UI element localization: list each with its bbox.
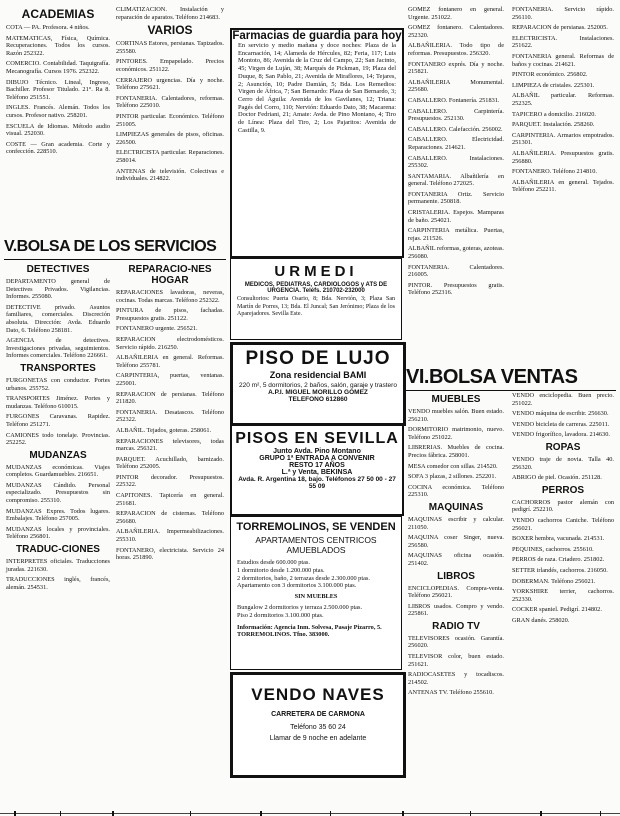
list-item: PINTOR particular. Económico. Teléfono 251005. [116,112,224,128]
list-item: SETTER irlandés, cachorros. 216050. [512,566,608,574]
list-item: COTA — PA. Profesora. 4 niños. [6,24,90,31]
list-item: ALBAÑILERIA en general. Reformas. Teléfono 255781. [116,354,224,369]
list-item: MUDANZAS locales y provinciales. Teléfono 256801. [6,525,110,541]
list-item: MUDANZAS Cándido. Personal especializado. Presupuestos sin compromiso. 255310. [6,481,110,505]
list-item: DOBERMAN. Teléfono 256021. [512,577,596,585]
section-libros-title: LIBROS [437,570,475,582]
list-item: MATEMATICAS, Física, Química. Recuperaciones. Todos los cursos. Razón 252322. [6,34,110,57]
list-item: ESCUELA de Idiomas. Método audio visual. 252030. [6,122,110,138]
list-item: ELECTRICISTA particular. Reparaciones. 258014. [116,149,224,164]
column-5 [512,6,614,197]
section-detectives-title: DETECTIVES [26,264,90,275]
urmedi-box [230,258,402,340]
pisos-sevilla-title: PISOS EN SEVILLA [235,430,399,447]
urmedi-line1: MEDICOS, PEDIATRAS, CARDIOLOGOS y ATS DE URGENCIA. Teléfs. 210702-232000 [244,282,388,294]
piso-lujo-title: PISO DE LUJO [245,348,391,369]
list-item: RADIOCASETES y tocadiscos. 214502. [408,671,504,686]
list-item: LIMPIEZAS generales de pisos, oficinas. 226500. [116,131,224,146]
list-item: BOXER hembra, vacunada. 214531. [512,535,605,543]
farmacias-title: Farmacias de guardia para hoy [232,30,402,42]
list-item: REPARACIONES lavadoras, neveras, cocinas. Todas marcas. Teléfono 252322. [116,289,224,304]
torremolinos-list [231,557,401,641]
list-item: ALBAÑILERIA. Presupuestos gratis. 256880. [512,149,614,165]
urmedi-line2: Consultorios: Puerta Osario, 8; Bda. Nervión, 3; Plaza San Martín de Porres, 13; Bda. El Juncal; San Jerónimo; Plaza de los Aparejadores. Sevilla Este. [237,296,395,318]
list-item: CERRAJERO urgencias. Día y noche. Teléfono 275621. [116,76,224,92]
list-item: MAQUINAS oficina ocasión. 251402. [408,552,504,567]
list-item: CABALLERO. Calefacción. 256002. [408,125,503,133]
list-item: COCINA económica. Teléfono 225310. [408,483,504,499]
list-item: DIBUJO Técnico. Lineal, Ingreso, Bachiller. Profesor Titulado. 21°. Ra 8. Teléfono 251551. [6,78,110,101]
list-item: CLIMATIZACION. Instalación y reparación de aparatos. Teléfono 214683. [116,6,224,21]
piso-lujo-contact: A.P.I. MIGUEL MORILLO GOMEZ [268,389,368,396]
naves-box [230,672,406,778]
list-item: TRADUCCIONES inglés, francés, alemán. 254531. [6,576,110,591]
list-item: PERROS de raza. Criadero. 251802. [512,556,605,564]
list-item: VENDO cachorros Caniche. Teléfono 256021. [512,516,614,532]
section-varios-title: VARIOS [147,23,193,38]
list-item: GOMEZ fontanero. Calentadores. 252320. [408,24,504,39]
list-item: TELEVISOR color, buen estado. 251621. [408,653,504,668]
list-item: CABALLERO. Electricidad. Reparaciones. 214621. [408,136,504,151]
list-item: ALBAÑILERIA. Todo tipo de reformas. Presupuestos. 256320. [408,42,504,57]
list-item: COSTE — Gran academia. Corte y confección. 228510. [6,140,110,156]
list-item: FONTANERIA. Desatascos. Teléfono 252322. [116,408,224,424]
list-item: CORTINAS Estores, persianas. Tapizados. 255580. [116,40,224,55]
list-item: DETECTIVE privado. Asuntos familiares, comerciales. Discreción absoluta. Dirección: Avda. Eduardo Dato, 6. Teléfono 258181. [6,303,110,334]
list-item: ALBAÑILERIA. Impermeabilizaciones. 255310. [116,528,224,544]
list-item: ANTENAS TV. Teléfono 255610. [408,689,494,697]
list-item: CARPINTERIA. Armarios empotrados. 251301. [512,131,614,147]
list-item: DEPARTAMENTO general de Detectives Privados. Vigilancias. Informes. 255080. [6,278,110,301]
divider [4,259,226,260]
section-ventas-title: VI.BOLSA VENTAS [406,366,578,388]
list-item: VENDO enciclopedia. Buen precio. 251022. [512,392,614,407]
column-5b [512,392,614,627]
column-1b [6,262,110,594]
piso-lujo-box [230,342,406,426]
section-servicios-title: V.BOLSA DE LOS SERVICIOS [4,238,217,255]
list-item: ANTENAS de televisión. Colectivas e individuales. 214822. [116,167,224,183]
list-item: CAPITONES. Tapicería en general. 251681. [116,492,224,507]
pisos-sevilla-line3: RESTO 17 AÑOS [289,462,345,469]
list-item: ALBAÑILERIA en general. Tejados. Teléfono 252211. [512,178,614,194]
list-item: VENDO frigorífico, lavadora. 214630. [512,431,610,439]
list-item: FONTANERO, electricista. Servicio 24 horas. 251890. [116,546,224,562]
section-transportes-title: TRANSPORTES [20,362,96,374]
list-item: ALBAÑIL reformas, goteras, azoteas. 256080. [408,245,504,261]
torremolinos-box [230,516,402,670]
list-item: ABRIGO de piel. Ocasión. 251128. [512,474,602,482]
list-item: PINTOR. Presupuestos gratis. Teléfono 252316. [408,281,504,297]
list-item: MUDANZAS económicas. Viajes completos. Guardamuebles. 216651. [6,463,110,479]
list-item: GRAN danés. 258020. [512,616,570,624]
list-item: FONTANERIA general. Reformas de baños y cocinas. 214621. [512,52,614,68]
list-item: CACHORROS pastor alemán con pedigrí. 252210. [512,498,614,514]
list-item: CRISTALERIA. Espejos. Mamparas de baño. 254021. [408,209,504,224]
list-item: FURGONES Caravanas. Rapidez. Teléfono 251271. [6,413,110,428]
list-item: PARQUET. Instalación. 258260. [512,121,595,129]
section-mudanzas-title: MUDANZAS [29,449,87,461]
list-item: VENDO traje de novia. Talla 40. 256320. [512,455,614,471]
list-item: YORKSHIRE terrier, cachorros. 252330. [512,588,614,603]
list-item: REPARACION de persianas. 252005. [512,24,608,32]
naves-title: VENDO NAVES [251,685,385,704]
farmacias-text: En servicio y medio mañana y doce noches: Plaza de la Encarnación, 14; Alameda de Hércules, 82; Feria, 117; Luis Montoto, 86; Avenida de la Cruz del Campo, 22; San Jacinto, 45; Virgen de Luján, 38; Marqués de Pickman, 19; Plaza del Duque, 8; San Pablo, 21; Avenida de Miraflores, 14; Tejares, 2; Asunción, 10; Padre Damián, 5; Bda. Los Remedios: Virgen de África, 7; San Bernardo: Plaza de San Bernardo, 3; Cerro del Águila: Avenida de los Gavilanes, 12; Triana: Pagés del Corro, 110; Nervión: Eduardo Dato, 38; Macarena: Doctor Fedriani, 21; Amate: Avda. de Pino Montano, 4; Tiro de Línea: Plaza del Tiro, 2; Los Pajaritos: Avenida de Castilla, 9. [238,42,396,134]
list-item: VENDO máquina de escribir. 256630. [512,410,609,418]
section-reparaciones-title: REPARACIO-NES HOGAR [128,264,212,286]
list-item: FONTANERIA Ortiz. Servicio permanente. 250818. [408,190,504,206]
list-item: FONTANERO urgente. 256521. [116,325,198,333]
list-item: SOFA 3 plazas, 2 sillones. 252201. [408,473,497,481]
list-item: LIBRERIAS. Muebles de cocina. Precios fábrica. 258001. [408,444,504,459]
naves-line3: Llamar de 9 noche en adelante [269,735,367,742]
list-item: ALBAÑIL. Tejados, goteras. 258061. [116,426,212,434]
list-item: FONTANERO exprés. Día y noche. 215821. [408,60,504,76]
list-item: FURGONETAS con conductor. Portes urbanos. 255752. [6,376,110,392]
torremolinos-sub2: SIN MUEBLES [294,593,338,601]
piso-lujo-subtitle: Zona residencial BAMI [269,370,367,380]
piso-lujo-phone: TELEFONO 612860 [288,396,348,403]
naves-line1: CARRETERA DE CARMONA [271,711,365,718]
list-item: CARPINTERIA, puertas, ventanas. 225001. [116,372,224,387]
section-maquinas-title: MAQUINAS [428,501,484,513]
piso-lujo-desc: 220 m², 5 dormitorios, 2 baños, salón, garaje y trastero [239,382,397,389]
section-radio-title: RADIO TV [432,620,480,632]
list-item: Apartamento con 3 dormitorios 3.100.000 ptas. [237,582,357,590]
list-item: INGLES. Francés. Alemán. Todos los cursos. Profesor nativo. 258201. [6,104,110,119]
column-4b [408,392,504,700]
scan-edge-strip [0,810,620,816]
pisos-sevilla-line1: Junto Avda. Pino Montano [273,448,361,455]
list-item: MAQUINA coser Singer, nueva. 256580. [408,534,504,549]
list-item: TELEVISORES ocasión. Garantía. 256020. [408,634,504,650]
list-item: Bungalow 2 dormitorios y terraza 2.500.000 ptas. [237,603,363,611]
section-muebles-title: MUEBLES [431,394,481,405]
list-item: FONTANERIA. Calentadores. 216005. [408,263,504,279]
list-item: COCKER spaniel. Pedigrí. 214802. [512,606,602,614]
section-academias-title: ACADEMIAS [21,7,95,21]
column-4 [408,6,504,300]
list-item: CARPINTERIA metálica. Puertas, rejas. 211526. [408,227,504,242]
section-perros-title: PERROS [541,484,585,496]
list-item: FONTANERIA. Calentadores, reformas. Teléfono 225010. [116,94,224,110]
torremolinos-info: Información: Agencia Inm. Solvesa, Pasaje Pizarro, 5. TORREMOLINOS. Tfno. 383000. [237,623,382,639]
pisos-sevilla-box [230,424,404,516]
urmedi-title: URMEDI [274,263,358,280]
list-item: PINTURA de pisos, fachadas. Presupuestos gratis. 251122. [116,307,224,322]
list-item: REPARACION electrodomésticos. Servicio rápido. 216250. [116,335,224,351]
list-item: 1 dormitorio desde 1.200.000 ptas. [237,566,325,574]
section-ropas-title: ROPAS [545,441,581,453]
list-item: AGENCIA de detectives. Investigaciones privadas, seguimientos. Informes comerciales. Teléfono 226661. [6,337,110,360]
pisos-sevilla-line2: GRUPO 1ª ENTRADA A CONVENIR [259,455,375,462]
list-item: MUDANZAS Expres. Todos lugares. Embalajes. Teléfono 257005. [6,507,110,523]
list-item: GOMEZ fontanero en general. Urgente. 251022. [408,6,504,21]
list-item: CABALLERO. Carpintería. Presupuestos. 252130. [408,107,504,123]
list-item: MESA comedor con sillas. 214520. [408,462,498,470]
column-2b [116,262,224,565]
list-item: ELECTRICISTA. Instalaciones. 251622. [512,34,614,50]
list-item: COMERCIO. Contabilidad. Taquigrafía. Mecanografía. Cursos 1976. 252322. [6,60,110,75]
column-2 [116,6,224,186]
list-item: CABALLERO. Fontanería. 251831. [408,96,500,104]
list-item: PARQUET. Acuchillado, barnizado. Teléfono 252005. [116,455,224,471]
list-item: REPARACIONES televisores, todas marcas. 256321. [116,437,224,453]
list-item: LIBROS usados. Compro y vendo. 225861. [408,602,504,618]
list-item: PINTOR decorador. Presupuestos. 225322. [116,473,224,489]
column-1 [6,6,110,159]
list-item: PEQUINES, cachorros. 255610. [512,545,594,553]
naves-line2: Teléfono 35 60 24 [290,724,346,731]
list-item: PINTORES. Empapelado. Precios económicos. 251122. [116,58,224,73]
list-item: ALBAÑIL particular. Reformas. 252325. [512,92,614,107]
list-item: PINTOR económico. 256802. [512,71,588,79]
list-item: SANTAMARIA. Albañilería en general. Teléfono 272025. [408,172,504,188]
list-item: LIMPIEZA de cristales. 225301. [512,81,595,89]
academias-list [6,24,110,156]
list-item: INTERPRETES oficiales. Traducciones juradas. 221630. [6,558,110,573]
list-item: REPARACION de cisternas. Teléfono 256680. [116,510,224,525]
list-item: MAQUINAS escribir y calcular. 211050. [408,515,504,531]
list-item: FONTANERO. Teléfono 214810. [512,168,597,176]
list-item: TAPICERO a domicilio. 216020. [512,110,596,118]
pisos-sevilla-line4: L.ª y Venta, BEKINSA [281,469,353,476]
list-item: Estudios desde 600.000 ptas. [237,559,310,566]
list-item: ENCICLOPEDIAS. Compra-venta. Teléfono 256021. [408,584,504,600]
torremolinos-subtitle: APARTAMENTOS CENTRICOS AMUEBLADOS [255,535,377,555]
list-item: VENDO bicicleta de carreras. 225011. [512,420,610,428]
section-traducciones-title: TRADUC-CIONES [16,544,100,556]
list-item: FONTANERIA. Servicio rápido. 256110. [512,6,614,21]
list-item: VENDO muebles salón. Buen estado. 256210. [408,408,504,423]
list-item: ALBAÑILERIA Monumental. 225680. [408,78,504,94]
torremolinos-title: TORREMOLINOS, SE VENDEN [236,521,396,533]
list-item: DORMITORIO matrimonio, nuevo. Teléfono 251022. [408,426,504,441]
divider [406,390,616,391]
farmacias-box [230,28,404,258]
list-item: Piso 2 dormitorios 3.100.000 ptas. [237,611,324,619]
list-item: TRANSPORTES Jiménez. Portes y mudanzas. Teléfono 610015. [6,395,110,410]
list-item: 2 dormitorios, baño, 2 terrazas desde 2.300.000 ptas. [237,574,370,582]
pisos-sevilla-line5: Avda. R. Argentina 18, bajo. Teléfonos 27 50 00 - 27 55 09 [238,476,396,490]
list-item: REPARACION de persianas. Teléfono 211820. [116,390,224,406]
list-item: CAMIONES todo tonelaje. Provincias. 252252. [6,431,110,447]
list-item: CABALLERO. Instalaciones. 255302. [408,154,504,170]
